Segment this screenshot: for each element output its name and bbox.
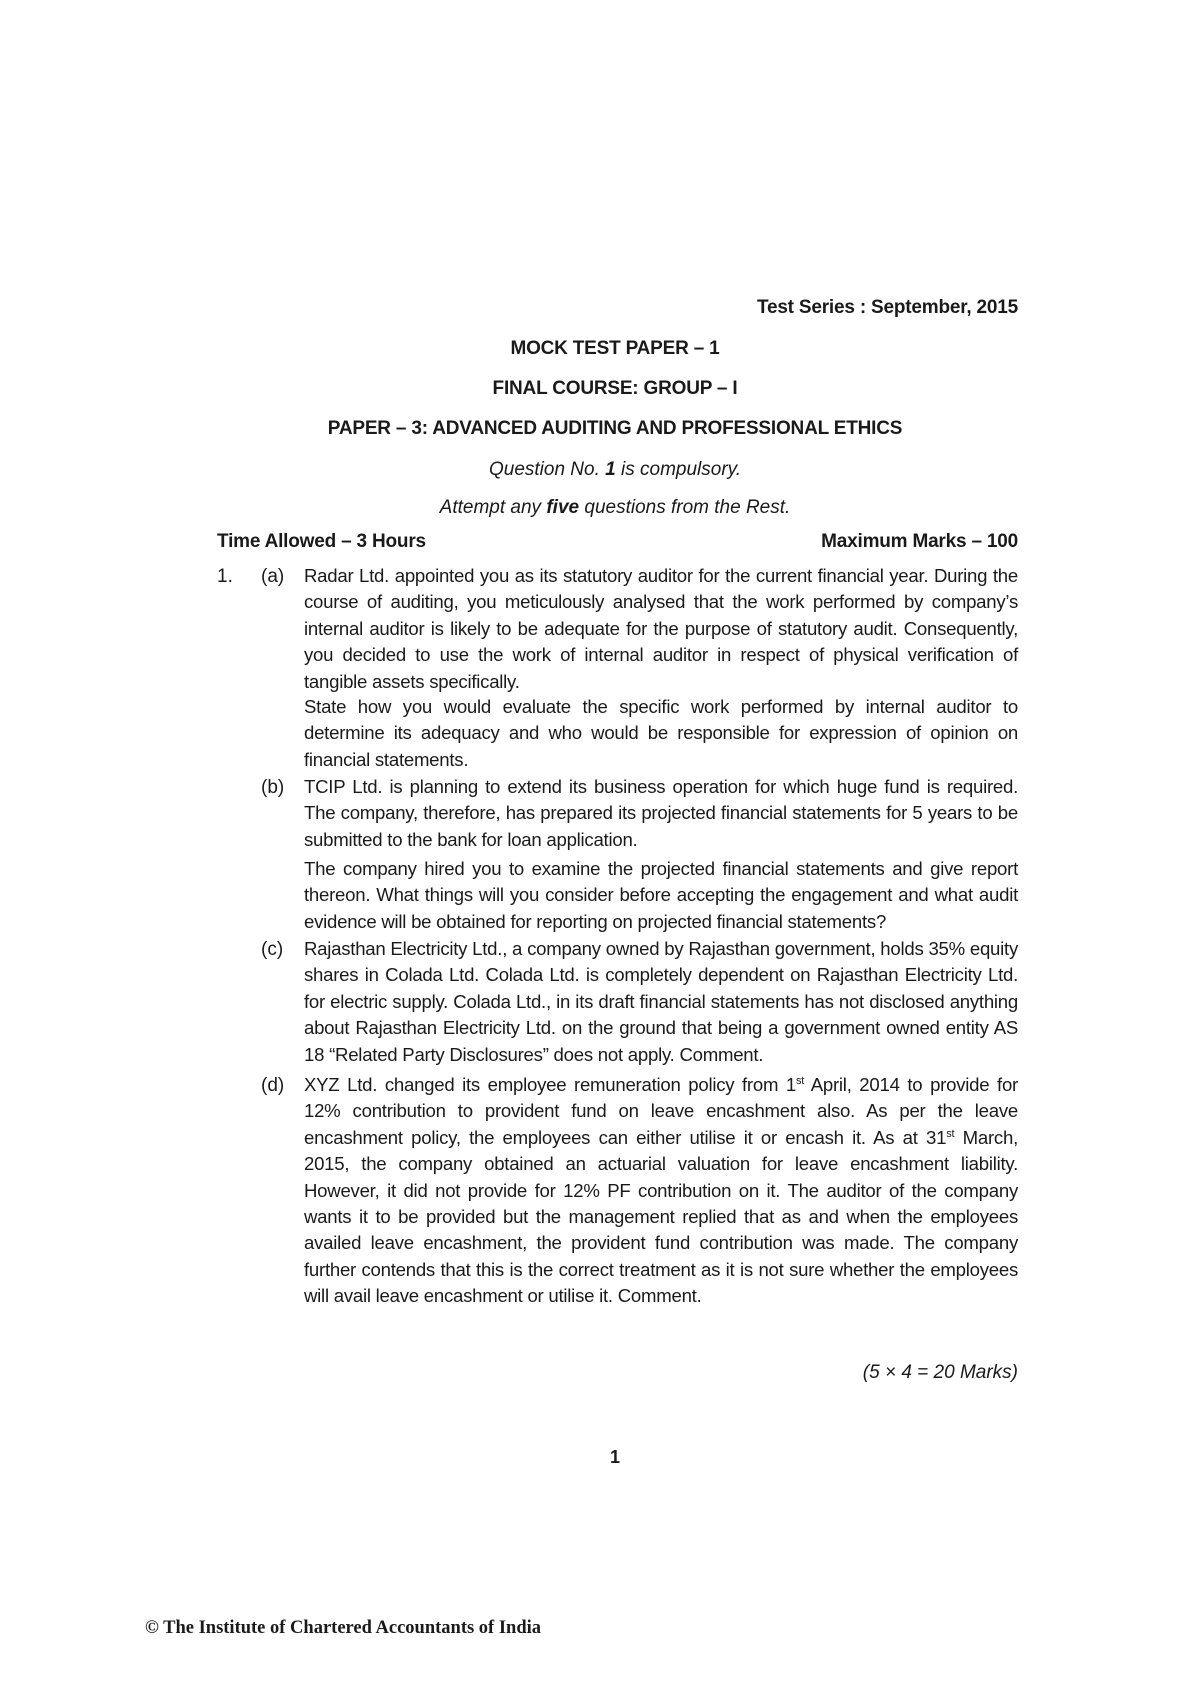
- part-a-label: (a): [261, 566, 285, 587]
- question-number: 1.: [217, 566, 233, 587]
- instruction-text: is compulsory.: [615, 459, 742, 480]
- instruction-text: questions from the Rest.: [579, 497, 791, 518]
- part-b-paragraph-1: TCIP Ltd. is planning to extend its business operation for which huge fund is required. The company, therefore, has prepared its projected financial statements for 5 years to be submitted to the bank for loan application.: [304, 776, 1018, 850]
- part-d-text: April, 2014 to provide for 12% contribution to provident fund on leave encashment also. As per the leave encashment policy, the employees can either utilise it or encash it. As at 31: [304, 1074, 1018, 1148]
- paper-title: MOCK TEST PAPER – 1: [510, 338, 720, 359]
- ordinal-suffix: st: [796, 1075, 805, 1087]
- instruction-emphasis: five: [546, 497, 580, 518]
- footer-copyright: © The Institute of Chartered Accountants of India: [145, 1618, 542, 1638]
- instruction-text: Question No.: [488, 459, 606, 480]
- instruction-attempt: [0, 497, 1191, 519]
- part-d-paragraph: [304, 1072, 1018, 1310]
- maximum-marks: Maximum Marks – 100: [821, 531, 1018, 552]
- marks-allocation: (5 × 4 = 20 Marks): [862, 1362, 1018, 1383]
- instruction-emphasis: 1: [605, 459, 616, 480]
- part-c-paragraph: Rajasthan Electricity Ltd., a company owned by Rajasthan government, holds 35% equity shares in Colada Ltd. Colada Ltd. is completely dependent on Rajasthan Electricity Ltd. for electric supply. Colada Ltd., in its draft financial statements has not disclosed anything about Rajasthan Electricity Ltd. on the ground that being a government owned entity AS 18 “Related Party Disclosures” does not apply. Comment.: [304, 938, 1018, 1065]
- test-series-label: Test Series : September, 2015: [756, 297, 1018, 318]
- part-b-label: (b): [261, 777, 285, 798]
- course-title: FINAL COURSE: GROUP – I: [492, 378, 738, 399]
- instruction-compulsory: [0, 459, 1191, 481]
- part-a-paragraph-2: State how you would evaluate the specific work performed by internal auditor to determine its adequacy and who would be responsible for expression of opinion on financial statements.: [304, 696, 1018, 770]
- part-b-paragraph-2: The company hired you to examine the projected financial statements and give report thereon. What things will you consider before accepting the engagement and what audit evidence will be obtained for reporting on projected financial statements?: [304, 858, 1018, 932]
- paper-name: PAPER – 3: ADVANCED AUDITING AND PROFESSIONAL ETHICS: [327, 418, 903, 439]
- time-allowed: Time Allowed – 3 Hours: [217, 531, 426, 552]
- part-a-paragraph-1: Radar Ltd. appointed you as its statutory auditor for the current financial year. During the course of auditing, you meticulously analysed that the work performed by company’s internal auditor is likely to be adequate for the purpose of statutory audit. Consequently, you decided to use the work of internal auditor in respect of physical verification of tangible assets specifically.: [304, 565, 1018, 692]
- part-c-label: (c): [261, 939, 284, 960]
- part-d-text: XYZ Ltd. changed its employee remuneration policy from 1: [304, 1074, 796, 1095]
- instruction-text: Attempt any: [439, 497, 547, 518]
- part-d-text: March, 2015, the company obtained an actuarial valuation for leave encashment liability. However, it did not provide for 12% PF contribution on it. The auditor of the company wants it to be provided but the management replied that as and when the employees availed leave encashment, the provident fund contribution was made. The company further contends that this is the correct treatment as it is not sure whether the employees will avail leave encashment or utilise it. Comment.: [304, 1126, 1018, 1307]
- page-number: 1: [609, 1447, 620, 1467]
- part-d-label: (d): [261, 1075, 285, 1096]
- ordinal-suffix: st: [946, 1127, 955, 1140]
